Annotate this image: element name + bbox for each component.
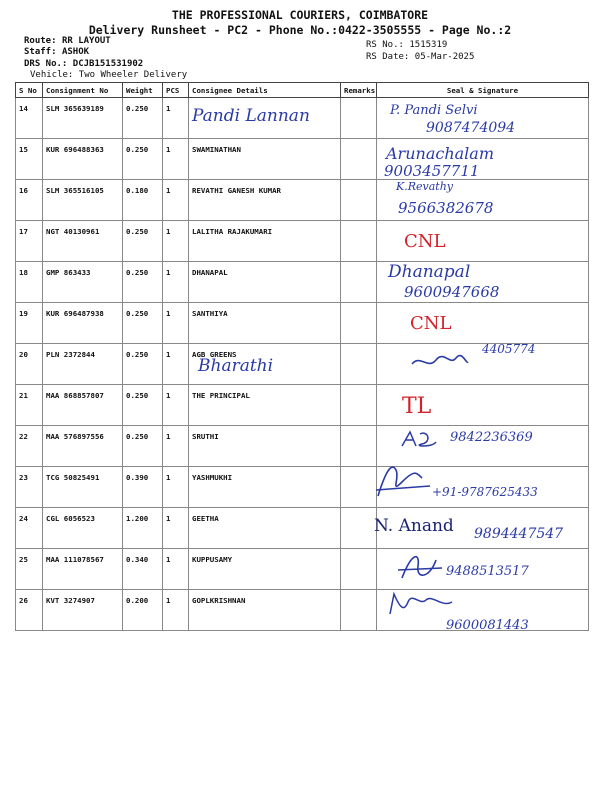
scribble-signature-23	[372, 460, 432, 504]
col-header-consignee: Consignee Details	[189, 83, 341, 98]
drs-line	[24, 59, 143, 69]
table-header-row	[16, 83, 589, 98]
handwritten-cnl-17: CNL	[404, 231, 446, 252]
table-row	[16, 180, 589, 221]
cell-consignment: MAA 868857807	[43, 385, 123, 426]
handwritten-phone-14: 9087474094	[426, 120, 516, 136]
cell-weight: 0.250	[123, 139, 163, 180]
cell-consignee: AGB GREENS	[189, 344, 341, 385]
cell-remarks	[341, 98, 377, 139]
route-line	[24, 36, 111, 46]
cell-sno: 24	[16, 508, 43, 549]
cell-consignee: SRUTHI	[189, 426, 341, 467]
cell-weight: 0.250	[123, 221, 163, 262]
cell-pcs: 1	[163, 426, 189, 467]
cell-sno: 19	[16, 303, 43, 344]
scribble-icon	[372, 460, 432, 500]
col-header-remarks: Remarks	[341, 83, 377, 98]
drs-value: DCJB151531902	[72, 59, 144, 69]
vehicle-line	[30, 70, 187, 80]
scribble-icon	[398, 428, 438, 450]
handwritten-phone-22: 9842236369	[450, 430, 533, 445]
cell-pcs: 1	[163, 180, 189, 221]
cell-pcs: 1	[163, 590, 189, 631]
cell-consignment: SLM 365639189	[43, 98, 123, 139]
col-header-pcs: PCS	[163, 83, 189, 98]
table-row	[16, 303, 589, 344]
rs-no-line	[366, 40, 447, 50]
cell-consignee: DHANAPAL	[189, 262, 341, 303]
company-name: THE PROFESSIONAL COURIERS, COIMBATORE	[171, 8, 429, 22]
table-row	[16, 139, 589, 180]
handwritten-phone-23: +91-9787625433	[432, 485, 538, 499]
runsheet-title: Delivery Runsheet - PC2 - Phone No.:0422-3505555 - Page No.:2	[88, 23, 512, 37]
vehicle-label: Vehicle:	[30, 70, 74, 80]
scribble-icon	[396, 548, 446, 584]
handwritten-phone-20: 4405774	[482, 342, 536, 356]
handwritten-consignee-14: Pandi Lannan	[192, 106, 310, 126]
cell-remarks	[341, 139, 377, 180]
rs-no-label: RS No.:	[366, 40, 404, 50]
cell-sno: 20	[16, 344, 43, 385]
cell-consignment: TCG 50825491	[43, 467, 123, 508]
handwritten-phone-26: 9600081443	[446, 618, 529, 633]
rs-date-value: 05-Mar-2025	[414, 52, 475, 62]
cell-remarks	[341, 303, 377, 344]
cell-weight: 0.250	[123, 426, 163, 467]
col-header-sno: S No	[16, 83, 43, 98]
scribble-icon	[386, 588, 456, 618]
cell-consignment: SLM 365516105	[43, 180, 123, 221]
scribble-icon	[410, 350, 470, 372]
cell-sno: 15	[16, 139, 43, 180]
scribble-signature-20	[410, 350, 470, 376]
handwritten-signature-18: Dhanapal	[388, 262, 471, 282]
cell-sno: 16	[16, 180, 43, 221]
table-row	[16, 385, 589, 426]
cell-consignment: MAA 111078567	[43, 549, 123, 590]
cell-pcs: 1	[163, 344, 189, 385]
cell-sno: 25	[16, 549, 43, 590]
cell-consignee: YASHMUKHI	[189, 467, 341, 508]
cell-consignee: SANTHIYA	[189, 303, 341, 344]
handwritten-signature-24: N. Anand	[374, 516, 454, 536]
cell-consignment: PLN 2372844	[43, 344, 123, 385]
handwritten-phone-15: 9003457711	[384, 162, 480, 180]
cell-consignee: GEETHA	[189, 508, 341, 549]
rs-no-value: 1515319	[409, 40, 448, 50]
cell-remarks	[341, 262, 377, 303]
cell-consignee: REVATHI GANESH KUMAR	[189, 180, 341, 221]
rs-date-label: RS Date:	[366, 52, 410, 62]
handwritten-phone-24: 9894447547	[474, 526, 564, 542]
handwritten-phone-18: 9600947668	[404, 283, 500, 301]
cell-remarks	[341, 508, 377, 549]
cell-weight: 0.180	[123, 180, 163, 221]
handwritten-consignee-20: Bharathi	[198, 356, 274, 376]
cell-signature	[377, 303, 589, 344]
cell-consignee: SWAMINATHAN	[189, 139, 341, 180]
scribble-signature-25	[396, 548, 446, 588]
rs-date-line	[366, 52, 474, 62]
route-label: Route:	[24, 36, 57, 46]
cell-weight: 0.250	[123, 262, 163, 303]
cell-pcs: 1	[163, 139, 189, 180]
cell-remarks	[341, 344, 377, 385]
table-body	[16, 98, 589, 631]
staff-value: ASHOK	[61, 47, 90, 57]
cell-consignment: KVT 3274907	[43, 590, 123, 631]
cell-pcs: 1	[163, 221, 189, 262]
cell-consignment: KUR 696488363	[43, 139, 123, 180]
cell-sno: 23	[16, 467, 43, 508]
cell-consignee: KUPPUSAMY	[189, 549, 341, 590]
cell-remarks	[341, 385, 377, 426]
scribble-signature-26	[386, 588, 456, 622]
staff-line	[24, 47, 89, 57]
cell-weight: 0.250	[123, 303, 163, 344]
cell-consignee: THE PRINCIPAL	[189, 385, 341, 426]
cell-weight: 0.200	[123, 590, 163, 631]
cell-consignee: GOPLKRISHNAN	[189, 590, 341, 631]
cell-sno: 26	[16, 590, 43, 631]
cell-pcs: 1	[163, 303, 189, 344]
cell-pcs: 1	[163, 385, 189, 426]
col-header-signature: Seal & Signature	[377, 83, 589, 98]
handwritten-phone-25: 9488513517	[446, 564, 529, 579]
col-header-weight: Weight	[123, 83, 163, 98]
handwritten-cnl-19: CNL	[410, 313, 452, 334]
handwritten-signature-14: P. Pandi Selvi	[390, 103, 478, 118]
cell-pcs: 1	[163, 467, 189, 508]
table-row	[16, 262, 589, 303]
cell-pcs: 1	[163, 262, 189, 303]
cell-remarks	[341, 180, 377, 221]
scribble-signature-22	[398, 428, 438, 454]
cell-remarks	[341, 221, 377, 262]
handwritten-signature-15: Arunachalam	[386, 144, 494, 163]
runsheet-table	[15, 82, 589, 631]
cell-sno: 14	[16, 98, 43, 139]
cell-weight: 0.250	[123, 385, 163, 426]
cell-consignment: CGL 6056523	[43, 508, 123, 549]
col-header-consignment: Consignment No	[43, 83, 123, 98]
cell-consignment: NGT 40130961	[43, 221, 123, 262]
cell-consignment: KUR 696487938	[43, 303, 123, 344]
cell-consignment: GMP 863433	[43, 262, 123, 303]
cell-weight: 0.250	[123, 98, 163, 139]
cell-sno: 18	[16, 262, 43, 303]
cell-consignment: MAA 576897556	[43, 426, 123, 467]
cell-weight: 0.340	[123, 549, 163, 590]
cell-consignee: LALITHA RAJAKUMARI	[189, 221, 341, 262]
cell-remarks	[341, 590, 377, 631]
cell-sno: 21	[16, 385, 43, 426]
handwritten-tl-21: TL	[402, 394, 432, 419]
cell-weight: 0.390	[123, 467, 163, 508]
cell-pcs: 1	[163, 98, 189, 139]
drs-label: DRS No.:	[24, 59, 68, 69]
cell-pcs: 1	[163, 508, 189, 549]
cell-sno: 17	[16, 221, 43, 262]
cell-weight: 0.250	[123, 344, 163, 385]
cell-sno: 22	[16, 426, 43, 467]
cell-weight: 1.200	[123, 508, 163, 549]
handwritten-signature-16: K.Revathy	[396, 180, 453, 193]
staff-label: Staff:	[24, 47, 57, 57]
vehicle-value: Two Wheeler Delivery	[78, 70, 188, 80]
cell-remarks	[341, 549, 377, 590]
cell-pcs: 1	[163, 549, 189, 590]
handwritten-phone-16: 9566382678	[398, 199, 494, 217]
route-value: RR LAYOUT	[61, 36, 111, 46]
table-row	[16, 221, 589, 262]
